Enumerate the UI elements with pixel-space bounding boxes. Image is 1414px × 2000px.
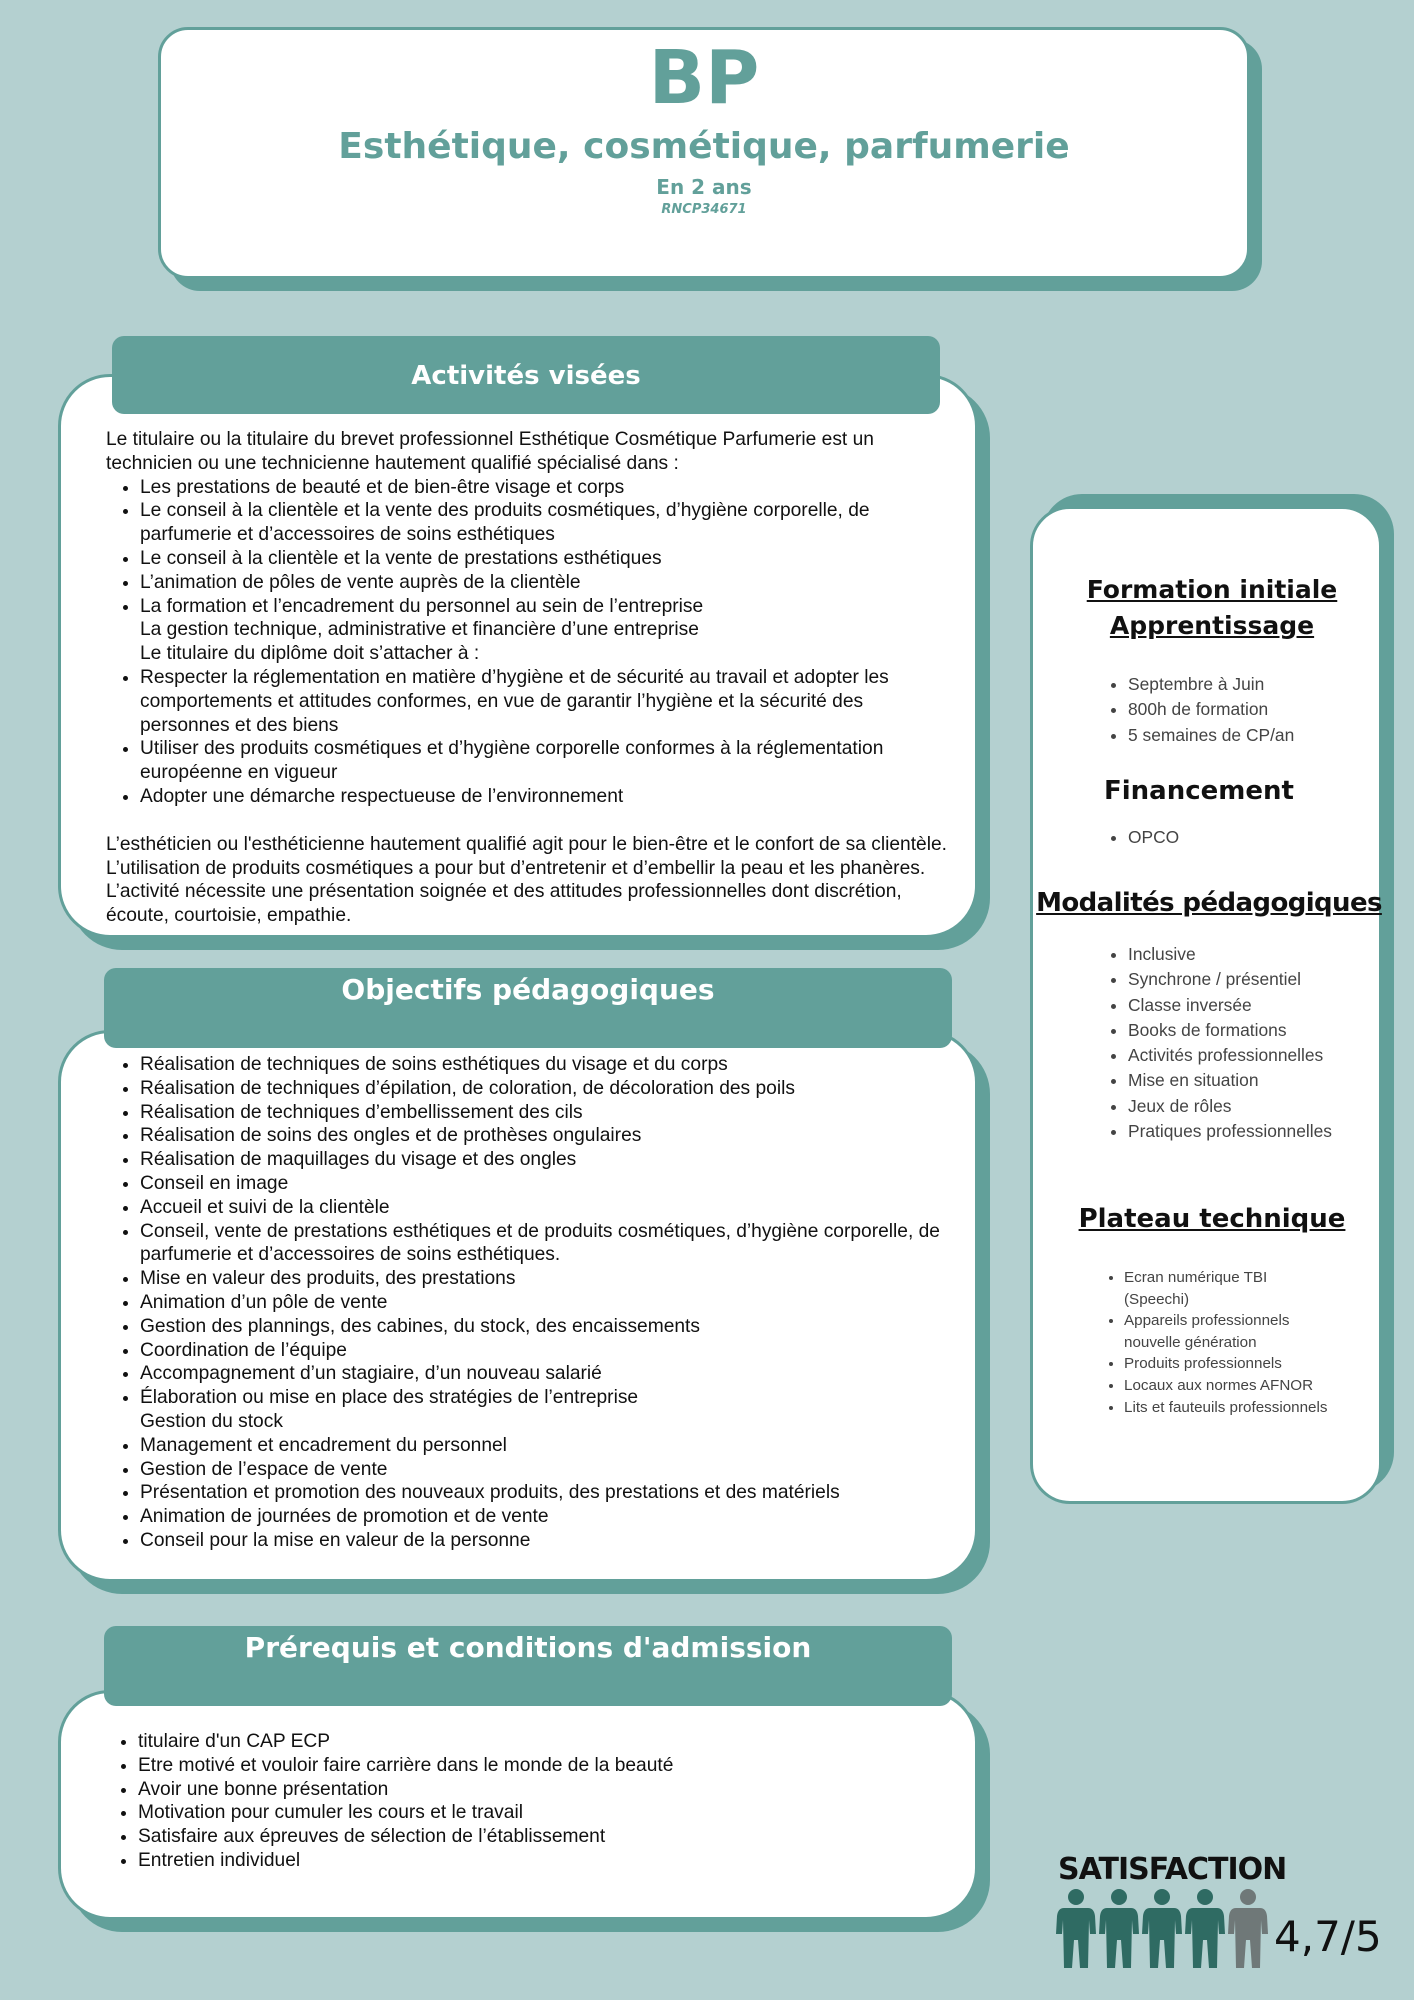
list-item: • Conseil en image <box>140 1172 956 1196</box>
list-item: • Synchrone / présentiel <box>1128 967 1332 992</box>
diploma-subtitle: Esthétique, cosmétique, parfumerie <box>338 126 1070 167</box>
list-item: • Réalisation de techniques de soins esthétiques du visage et du corps <box>140 1053 956 1077</box>
list-item: • Mise en valeur des produits, des prestations <box>140 1267 956 1291</box>
list-item: • Management et encadrement du personnel <box>140 1434 956 1458</box>
duration: En 2 ans <box>656 175 752 199</box>
diploma-title: BP <box>648 35 760 121</box>
activites-list-2 <box>106 666 956 809</box>
person-icon <box>1056 1889 1096 1968</box>
satisfaction-people-icons <box>1056 1888 1276 1970</box>
list-item: • Accueil et suivi de la clientèle <box>140 1196 956 1220</box>
list-item: • Appareils professionnels nouvelle génération <box>1124 1310 1334 1353</box>
list-item: • Entretien individuel <box>138 1849 954 1873</box>
prerequis-title: Prérequis et conditions d'admission <box>104 1626 952 1706</box>
list-item: • Activités professionnelles <box>1128 1043 1332 1068</box>
list-item: • Réalisation de techniques d’embellissement des cils <box>140 1101 956 1125</box>
list-item: • Conseil pour la mise en valeur de la personne <box>140 1529 956 1553</box>
list-item: • OPCO <box>1128 825 1179 850</box>
list-item: • Classe inversée <box>1128 993 1332 1018</box>
activites-intro: Le titulaire ou la titulaire du brevet professionnel Esthétique Cosmétique Parfumerie est un technicien ou une technicienne hautement qualifié spécialisé dans : <box>106 429 874 474</box>
list-item: • Respecter la réglementation en matière d’hygiène et de sécurité au travail et adopter les comportements et attitudes conformes, en vue de garantir l’hygiène et la sécurité des personnes et des biens <box>140 666 956 737</box>
list-item: • Réalisation de soins des ongles et de prothèses ongulaires <box>140 1124 956 1148</box>
list-item: • Les prestations de beauté et de bien-être visage et corps <box>140 476 956 500</box>
formation-title-line-1: Formation initiale <box>1086 575 1338 604</box>
list-item: • Gestion des plannings, des cabines, du stock, des encaissements <box>140 1315 956 1339</box>
person-icon <box>1142 1889 1182 1968</box>
list-item: • Le conseil à la clientèle et la vente des produits cosmétiques, d’hygiène corporelle, de parfumerie et d’accessoires de soins esthétiques <box>140 499 956 547</box>
person-icon <box>1228 1889 1268 1968</box>
list-item: • Ecran numérique TBI (Speechi) <box>1124 1267 1334 1310</box>
list-item: • Réalisation de maquillages du visage et des ongles <box>140 1148 956 1172</box>
prerequis-list <box>104 1730 954 1873</box>
list-item: • Produits professionnels <box>1124 1353 1334 1375</box>
formation-list <box>1104 672 1294 748</box>
list-item: • Présentation et promotion des nouveaux produits, des prestations et des matériels <box>140 1481 956 1505</box>
prerequis-content <box>104 1730 954 1873</box>
list-item: • Motivation pour cumuler les cours et le travail <box>138 1801 954 1825</box>
list-item: • Animation d’un pôle de vente <box>140 1291 956 1315</box>
list-item: • Utiliser des produits cosmétiques et d’hygiène corporelle conformes à la réglementation européenne en vigueur <box>140 737 956 785</box>
list-item: • Locaux aux normes AFNOR <box>1124 1375 1334 1397</box>
list-item: • Réalisation de techniques d’épilation, de coloration, de décoloration des poils <box>140 1077 956 1101</box>
modalites-title: Modalités pédagogiques <box>1036 888 1382 918</box>
list-item: • Satisfaire aux épreuves de sélection de l’établissement <box>138 1825 954 1849</box>
plateau-title: Plateau technique <box>1078 1204 1346 1234</box>
objectifs-plain-line: Gestion du stock <box>140 1410 283 1432</box>
person-icon <box>1185 1889 1225 1968</box>
list-item: • titulaire d'un CAP ECP <box>138 1730 954 1754</box>
list-item: • Gestion de l’espace de vente <box>140 1458 956 1482</box>
list-item: • Books de formations <box>1128 1018 1332 1043</box>
financement-title: Financement <box>1104 776 1294 806</box>
list-item: • Avoir une bonne présentation <box>138 1778 954 1802</box>
list-item: • Lits et fauteuils professionnels <box>1124 1397 1334 1419</box>
activites-plain-line: La gestion technique, administrative et financière d’une entreprise <box>140 619 699 641</box>
plateau-list <box>1100 1267 1334 1418</box>
list-item: • Inclusive <box>1128 942 1332 967</box>
list-item: • Adopter une démarche respectueuse de l’environnement <box>140 785 956 809</box>
list-item: • 800h de formation <box>1128 697 1294 722</box>
list-item: • Accompagnement d’un stagiaire, d’un nouveau salarié <box>140 1362 956 1386</box>
list-item: • 5 semaines de CP/an <box>1128 723 1294 748</box>
list-item: • Septembre à Juin <box>1128 672 1294 697</box>
objectifs-content <box>106 1053 956 1553</box>
list-item: • Coordination de l’équipe <box>140 1339 956 1363</box>
list-item: • Élaboration ou mise en place des stratégies de l’entreprise <box>140 1386 956 1410</box>
list-item: • Animation de journées de promotion et de vente <box>140 1505 956 1529</box>
header-card <box>158 27 1250 279</box>
objectifs-title: Objectifs pédagogiques <box>104 968 952 1048</box>
person-icon <box>1099 1889 1139 1968</box>
list-item: • Etre motivé et vouloir faire carrière dans le monde de la beauté <box>138 1754 954 1778</box>
activites-list <box>106 476 956 619</box>
list-item: • Le conseil à la clientèle et la vente de prestations esthétiques <box>140 547 956 571</box>
objectifs-list <box>106 1053 956 1410</box>
formation-title-line-2: Apprentissage <box>1109 611 1315 640</box>
formation-title <box>1040 572 1384 644</box>
activites-outro: L’esthéticien ou l'esthéticienne hautement qualifié agit pour le bien-être et le confort de sa clientèle. L’utilisation de produits cosmétiques a pour but d’entretenir et d’embellir la peau et les phanères. L’activité nécessite une présentation soignée et des attitudes professionnelles dont discrétion, écoute, courtoisie, empathie. <box>106 833 947 927</box>
list-item: • L’animation de pôles de vente auprès de la clientèle <box>140 571 956 595</box>
activites-plain-line: Le titulaire du diplôme doit s’attacher à : <box>140 643 480 665</box>
list-item: • Mise en situation <box>1128 1068 1332 1093</box>
list-item: • La formation et l’encadrement du personnel au sein de l’entreprise <box>140 595 956 619</box>
activites-content <box>106 428 956 928</box>
activites-title: Activités visées <box>112 336 940 414</box>
list-item: • Pratiques professionnelles <box>1128 1119 1332 1144</box>
list-item: • Jeux de rôles <box>1128 1094 1332 1119</box>
satisfaction-rating: 4,7/5 <box>1274 1912 1382 1961</box>
list-item: • Conseil, vente de prestations esthétiques et de produits cosmétiques, d’hygiène corporelle, de parfumerie et d’accessoires de soins esthétiques. <box>140 1220 956 1268</box>
rncp-code: RNCP34671 <box>661 202 747 217</box>
modalites-list <box>1104 942 1332 1144</box>
financement-list <box>1104 825 1179 850</box>
satisfaction-title: SATISFACTION <box>1058 1852 1287 1887</box>
objectifs-list-2 <box>106 1434 956 1553</box>
